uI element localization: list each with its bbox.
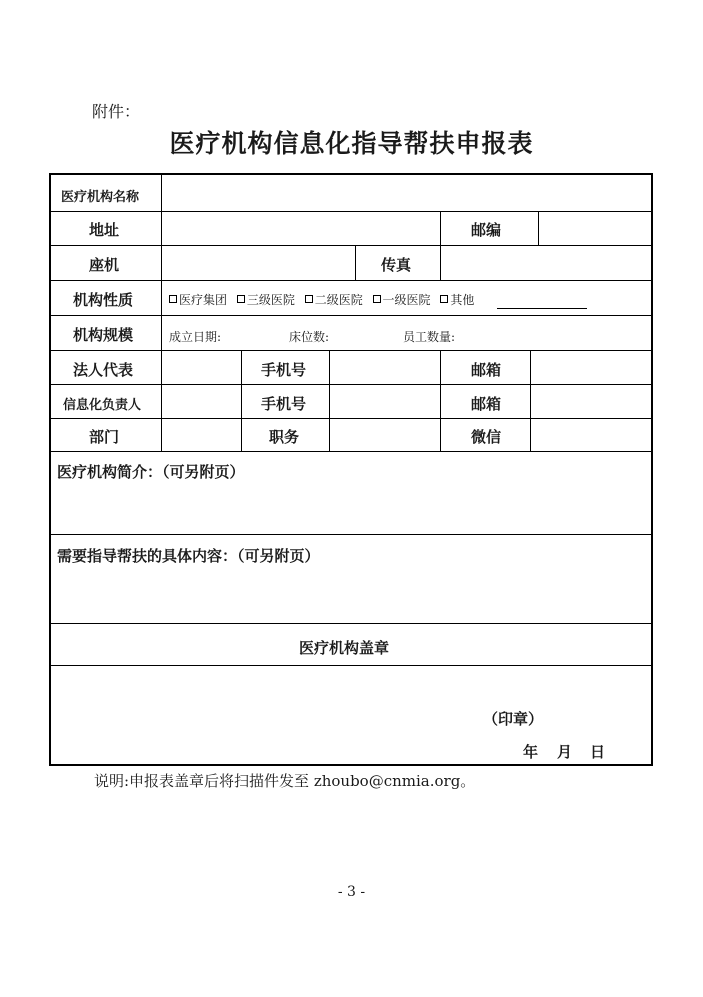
position-label: 职务 [269,428,300,446]
wechat-label: 微信 [471,428,502,446]
staff-count-label: 员工数量: [403,330,456,344]
option-other[interactable]: 其他 [440,293,474,307]
nature-option-group [169,291,474,308]
org-nature-label: 机构性质 [73,291,134,309]
checkbox-icon [440,295,448,303]
mobile-label: 手机号 [261,395,307,413]
checkbox-icon [169,295,177,303]
checkbox-icon [237,295,245,303]
postcode-label: 邮编 [471,221,502,239]
checkbox-icon [373,295,381,303]
checkbox-icon [305,295,313,303]
org-scale-label: 机构规模 [73,326,134,344]
col-divider [161,175,162,451]
col-divider [241,350,242,451]
day-label: 日 [590,743,606,761]
option-secondary-hospital[interactable]: 二级医院 [305,293,363,307]
col-divider [538,211,539,245]
address-label: 地址 [89,221,120,239]
email-label: 邮箱 [471,361,502,379]
month-label: 月 [557,743,573,761]
other-underline [497,308,587,309]
guidance-needs-label: 需要指导帮扶的具体内容：（可另附页） [57,547,320,565]
fax-label: 传真 [381,256,412,274]
department-label: 部门 [89,428,120,446]
row-divider [51,623,651,624]
col-divider [355,245,356,280]
it-head-label: 信息化负责人 [63,398,142,413]
org-name-label: 医疗机构名称 [61,190,140,205]
col-divider [329,350,330,451]
email-label: 邮箱 [471,395,502,413]
phone-label: 座机 [89,256,120,274]
row-divider [51,245,651,246]
submission-note: 说明:申报表盖章后将扫描件发至 zhoubo@cnmia.org。 [94,772,476,790]
year-label: 年 [523,743,539,761]
form-title: 医疗机构信息化指导帮扶申报表 [169,129,534,158]
row-divider [51,315,651,316]
col-divider [440,245,441,280]
col-divider [440,211,441,245]
row-divider [51,418,651,419]
mobile-label: 手机号 [261,361,307,379]
attachment-label: 附件： [92,102,141,121]
row-divider [51,451,651,452]
col-divider [440,350,441,451]
option-tertiary-hospital[interactable]: 三级医院 [237,293,295,307]
page-number: - 3 - [337,884,366,900]
established-date-label: 成立日期: [169,330,222,344]
org-intro-label: 医疗机构简介：（可另附页） [57,463,245,481]
row-divider [51,350,651,351]
legal-rep-label: 法人代表 [73,361,134,379]
col-divider [530,350,531,451]
row-divider [51,665,651,666]
seal-mark: （印章） [483,710,544,728]
application-form-table [49,173,653,766]
option-primary-hospital[interactable]: 一级医院 [373,293,431,307]
option-medical-group[interactable]: 医疗集团 [169,293,227,307]
row-divider [51,280,651,281]
row-divider [51,384,651,385]
row-divider [51,211,651,212]
seal-section-title: 医疗机构盖章 [299,639,390,657]
beds-label: 床位数: [289,330,330,344]
row-divider [51,534,651,535]
